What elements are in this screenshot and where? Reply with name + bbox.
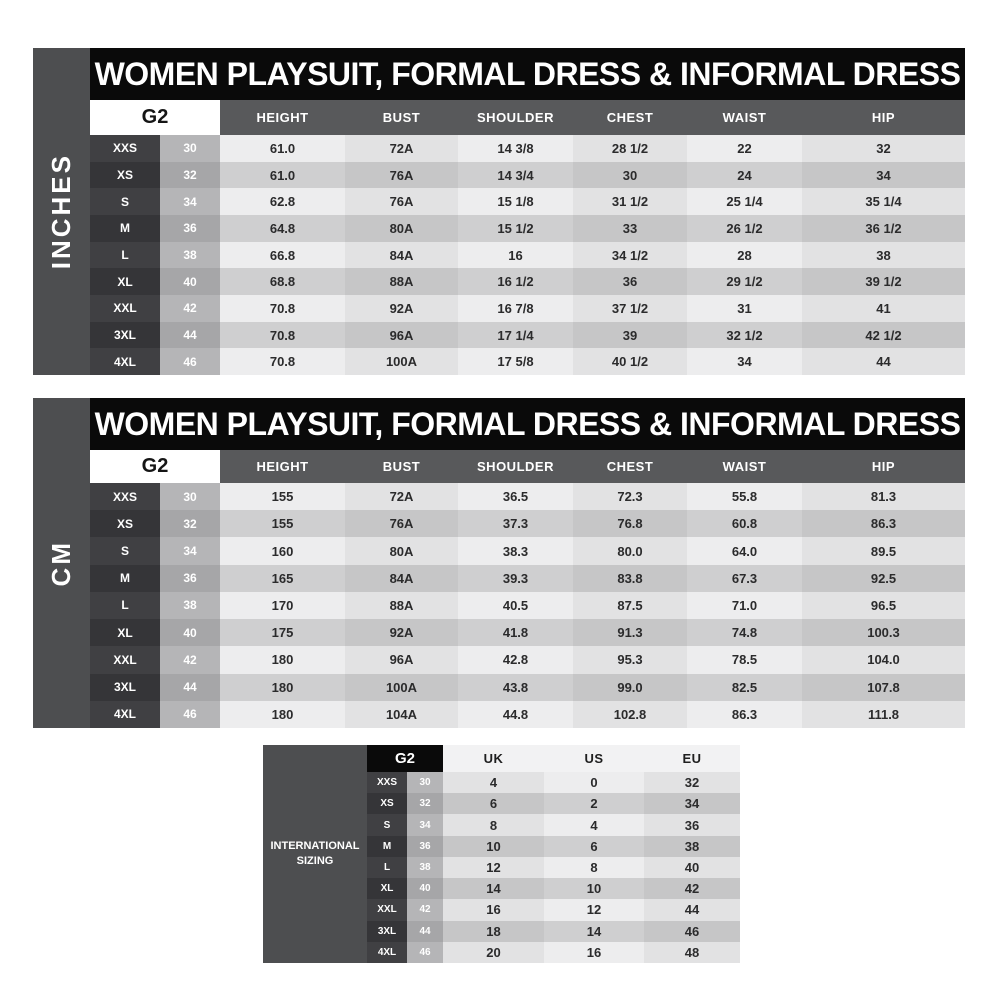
uk-value: 20: [443, 942, 544, 963]
bust-value: 104A: [345, 701, 458, 728]
header-row: [90, 100, 965, 135]
chest-value: 28 1/2: [573, 135, 687, 162]
uk-value: 8: [443, 814, 544, 835]
unit-label-cm: CM: [46, 539, 76, 587]
bust-value: 88A: [345, 268, 458, 295]
bust-value: 100A: [345, 348, 458, 375]
column-header-bust: BUST: [345, 450, 458, 483]
size-row-4xl: [367, 942, 740, 963]
hip-value: 104.0: [802, 646, 965, 673]
shoulder-value: 36.5: [458, 483, 573, 510]
column-header-shoulder: SHOULDER: [458, 450, 573, 483]
height-value: 64.8: [220, 215, 345, 242]
waist-value: 29 1/2: [687, 268, 802, 295]
size-label: 4XL: [90, 348, 160, 375]
us-value: 12: [544, 899, 644, 920]
hip-value: 32: [802, 135, 965, 162]
g2-size-number: 42: [160, 646, 220, 673]
size-label: XXS: [90, 483, 160, 510]
chest-value: 31 1/2: [573, 188, 687, 215]
international-sizing-table: [263, 745, 740, 963]
waist-value: 74.8: [687, 619, 802, 646]
shoulder-value: 39.3: [458, 565, 573, 592]
shoulder-value: 17 5/8: [458, 348, 573, 375]
waist-value: 25 1/4: [687, 188, 802, 215]
chest-value: 83.8: [573, 565, 687, 592]
waist-value: 34: [687, 348, 802, 375]
hip-value: 38: [802, 242, 965, 269]
height-value: 170: [220, 592, 345, 619]
size-table-inches: [33, 48, 965, 375]
size-row-l: [90, 242, 965, 269]
waist-value: 26 1/2: [687, 215, 802, 242]
size-table-cm: [33, 398, 965, 728]
table-rows: [367, 772, 740, 963]
size-group-header: G2: [90, 450, 220, 483]
waist-value: 22: [687, 135, 802, 162]
size-group-header: G2: [367, 745, 443, 772]
chest-value: 80.0: [573, 537, 687, 564]
size-row-xxs: [90, 135, 965, 162]
shoulder-value: 15 1/2: [458, 215, 573, 242]
g2-size-number: 44: [160, 674, 220, 701]
g2-size-number: 46: [160, 701, 220, 728]
g2-size-number: 36: [160, 215, 220, 242]
header-row: [367, 745, 740, 772]
bust-value: 76A: [345, 188, 458, 215]
us-value: 16: [544, 942, 644, 963]
size-label: XXL: [90, 646, 160, 673]
size-row-xs: [90, 162, 965, 189]
column-header-height: HEIGHT: [220, 100, 345, 135]
bust-value: 92A: [345, 619, 458, 646]
g2-size-number: 40: [160, 268, 220, 295]
size-row-3xl: [367, 921, 740, 942]
table-rows: [90, 483, 965, 728]
g2-size-number: 30: [407, 772, 443, 793]
size-row-s: [90, 537, 965, 564]
size-label: S: [367, 814, 407, 835]
unit-label-inches: INCHES: [46, 153, 76, 270]
hip-value: 44: [802, 348, 965, 375]
g2-size-number: 32: [160, 162, 220, 189]
size-row-xxs: [367, 772, 740, 793]
size-row-s: [90, 188, 965, 215]
height-value: 70.8: [220, 348, 345, 375]
size-label: L: [90, 242, 160, 269]
waist-value: 71.0: [687, 592, 802, 619]
waist-value: 78.5: [687, 646, 802, 673]
hip-value: 89.5: [802, 537, 965, 564]
hip-value: 41: [802, 295, 965, 322]
g2-size-number: 44: [160, 322, 220, 349]
size-row-m: [90, 215, 965, 242]
g2-size-number: 34: [407, 814, 443, 835]
column-header-chest: CHEST: [573, 100, 687, 135]
size-label: XXS: [367, 772, 407, 793]
hip-value: 42 1/2: [802, 322, 965, 349]
height-value: 61.0: [220, 162, 345, 189]
shoulder-value: 14 3/8: [458, 135, 573, 162]
size-label: XXS: [90, 135, 160, 162]
chest-value: 30: [573, 162, 687, 189]
waist-value: 28: [687, 242, 802, 269]
size-row-xxl: [90, 646, 965, 673]
eu-value: 42: [644, 878, 740, 899]
uk-value: 16: [443, 899, 544, 920]
shoulder-value: 15 1/8: [458, 188, 573, 215]
eu-value: 38: [644, 836, 740, 857]
shoulder-value: 16 1/2: [458, 268, 573, 295]
height-value: 165: [220, 565, 345, 592]
hip-value: 35 1/4: [802, 188, 965, 215]
eu-value: 40: [644, 857, 740, 878]
size-label: M: [367, 836, 407, 857]
column-headers: [443, 745, 740, 772]
shoulder-value: 43.8: [458, 674, 573, 701]
size-row-xl: [90, 268, 965, 295]
size-group-header: G2: [90, 100, 220, 135]
bust-value: 72A: [345, 483, 458, 510]
column-header-chest: CHEST: [573, 450, 687, 483]
size-row-xxl: [367, 899, 740, 920]
chest-value: 95.3: [573, 646, 687, 673]
shoulder-value: 41.8: [458, 619, 573, 646]
bust-value: 96A: [345, 322, 458, 349]
g2-size-number: 34: [160, 537, 220, 564]
column-headers: [220, 450, 965, 483]
chest-value: 102.8: [573, 701, 687, 728]
column-header-waist: WAIST: [687, 450, 802, 483]
size-row-l: [90, 592, 965, 619]
uk-value: 6: [443, 793, 544, 814]
size-row-xs: [90, 510, 965, 537]
hip-value: 96.5: [802, 592, 965, 619]
bust-value: 80A: [345, 537, 458, 564]
table-rows: [90, 135, 965, 375]
hip-value: 111.8: [802, 701, 965, 728]
height-value: 155: [220, 483, 345, 510]
shoulder-value: 42.8: [458, 646, 573, 673]
hip-value: 36 1/2: [802, 215, 965, 242]
size-label: 3XL: [367, 921, 407, 942]
size-label: L: [367, 857, 407, 878]
shoulder-value: 14 3/4: [458, 162, 573, 189]
size-label: 4XL: [90, 701, 160, 728]
size-label: XS: [90, 162, 160, 189]
g2-size-number: 38: [407, 857, 443, 878]
g2-size-number: 32: [407, 793, 443, 814]
shoulder-value: 16: [458, 242, 573, 269]
size-row-xl: [90, 619, 965, 646]
column-header-uk: UK: [443, 745, 544, 772]
bust-value: 84A: [345, 242, 458, 269]
hip-value: 86.3: [802, 510, 965, 537]
height-value: 175: [220, 619, 345, 646]
uk-value: 18: [443, 921, 544, 942]
us-value: 0: [544, 772, 644, 793]
chest-value: 72.3: [573, 483, 687, 510]
height-value: 180: [220, 701, 345, 728]
height-value: 61.0: [220, 135, 345, 162]
eu-value: 44: [644, 899, 740, 920]
size-row-m: [90, 565, 965, 592]
column-header-shoulder: SHOULDER: [458, 100, 573, 135]
waist-value: 67.3: [687, 565, 802, 592]
size-label: 3XL: [90, 322, 160, 349]
bust-value: 72A: [345, 135, 458, 162]
g2-size-number: 42: [407, 899, 443, 920]
height-value: 62.8: [220, 188, 345, 215]
size-row-xxl: [90, 295, 965, 322]
g2-size-number: 46: [160, 348, 220, 375]
chest-value: 39: [573, 322, 687, 349]
eu-value: 46: [644, 921, 740, 942]
column-header-waist: WAIST: [687, 100, 802, 135]
g2-size-number: 30: [160, 483, 220, 510]
international-sizing-label: INTERNATIONAL SIZING: [263, 745, 367, 963]
g2-size-number: 36: [407, 836, 443, 857]
size-label: 3XL: [90, 674, 160, 701]
g2-size-number: 42: [160, 295, 220, 322]
size-row-l: [367, 857, 740, 878]
shoulder-value: 38.3: [458, 537, 573, 564]
g2-size-number: 36: [160, 565, 220, 592]
size-label: M: [90, 215, 160, 242]
unit-sidebar-inches: [33, 48, 90, 375]
table-title: WOMEN PLAYSUIT, FORMAL DRESS & INFORMAL DRESS: [90, 398, 965, 450]
eu-value: 32: [644, 772, 740, 793]
size-label: XS: [90, 510, 160, 537]
column-header-us: US: [544, 745, 644, 772]
height-value: 160: [220, 537, 345, 564]
shoulder-value: 17 1/4: [458, 322, 573, 349]
size-row-3xl: [90, 322, 965, 349]
bust-value: 92A: [345, 295, 458, 322]
eu-value: 36: [644, 814, 740, 835]
size-row-s: [367, 814, 740, 835]
height-value: 70.8: [220, 322, 345, 349]
us-value: 8: [544, 857, 644, 878]
g2-size-number: 38: [160, 592, 220, 619]
header-row: [90, 450, 965, 483]
g2-size-number: 46: [407, 942, 443, 963]
hip-value: 100.3: [802, 619, 965, 646]
column-header-hip: HIP: [802, 450, 965, 483]
size-row-m: [367, 836, 740, 857]
chest-value: 76.8: [573, 510, 687, 537]
us-value: 2: [544, 793, 644, 814]
waist-value: 64.0: [687, 537, 802, 564]
bust-value: 96A: [345, 646, 458, 673]
g2-size-number: 32: [160, 510, 220, 537]
us-value: 6: [544, 836, 644, 857]
size-label: S: [90, 188, 160, 215]
size-label: XL: [90, 619, 160, 646]
height-value: 180: [220, 674, 345, 701]
g2-size-number: 38: [160, 242, 220, 269]
uk-value: 4: [443, 772, 544, 793]
column-headers: [220, 100, 965, 135]
chest-value: 40 1/2: [573, 348, 687, 375]
table-body: [90, 48, 965, 375]
waist-value: 31: [687, 295, 802, 322]
hip-value: 107.8: [802, 674, 965, 701]
g2-size-number: 40: [160, 619, 220, 646]
shoulder-value: 44.8: [458, 701, 573, 728]
size-label: S: [90, 537, 160, 564]
shoulder-value: 40.5: [458, 592, 573, 619]
shoulder-value: 16 7/8: [458, 295, 573, 322]
g2-size-number: 30: [160, 135, 220, 162]
size-label: XL: [90, 268, 160, 295]
table-title: WOMEN PLAYSUIT, FORMAL DRESS & INFORMAL DRESS: [90, 48, 965, 100]
hip-value: 39 1/2: [802, 268, 965, 295]
column-header-bust: BUST: [345, 100, 458, 135]
waist-value: 86.3: [687, 701, 802, 728]
us-value: 10: [544, 878, 644, 899]
bust-value: 80A: [345, 215, 458, 242]
bust-value: 88A: [345, 592, 458, 619]
us-value: 4: [544, 814, 644, 835]
uk-value: 10: [443, 836, 544, 857]
size-label: M: [90, 565, 160, 592]
waist-value: 82.5: [687, 674, 802, 701]
hip-value: 34: [802, 162, 965, 189]
size-label: 4XL: [367, 942, 407, 963]
size-label: XXL: [367, 899, 407, 920]
chest-value: 37 1/2: [573, 295, 687, 322]
size-label: XXL: [90, 295, 160, 322]
table-body: [90, 398, 965, 728]
height-value: 155: [220, 510, 345, 537]
column-header-height: HEIGHT: [220, 450, 345, 483]
uk-value: 14: [443, 878, 544, 899]
us-value: 14: [544, 921, 644, 942]
column-header-eu: EU: [644, 745, 740, 772]
unit-sidebar-cm: [33, 398, 90, 728]
chest-value: 36: [573, 268, 687, 295]
bust-value: 76A: [345, 162, 458, 189]
size-label: L: [90, 592, 160, 619]
height-value: 70.8: [220, 295, 345, 322]
chest-value: 87.5: [573, 592, 687, 619]
height-value: 66.8: [220, 242, 345, 269]
column-header-hip: HIP: [802, 100, 965, 135]
size-row-xs: [367, 793, 740, 814]
height-value: 68.8: [220, 268, 345, 295]
uk-value: 12: [443, 857, 544, 878]
shoulder-value: 37.3: [458, 510, 573, 537]
size-label: XL: [367, 878, 407, 899]
chest-value: 99.0: [573, 674, 687, 701]
waist-value: 32 1/2: [687, 322, 802, 349]
chest-value: 91.3: [573, 619, 687, 646]
waist-value: 55.8: [687, 483, 802, 510]
size-row-4xl: [90, 348, 965, 375]
g2-size-number: 40: [407, 878, 443, 899]
size-row-xl: [367, 878, 740, 899]
bust-value: 76A: [345, 510, 458, 537]
size-row-4xl: [90, 701, 965, 728]
size-label: XS: [367, 793, 407, 814]
bust-value: 100A: [345, 674, 458, 701]
table-body: [367, 745, 740, 963]
chest-value: 34 1/2: [573, 242, 687, 269]
waist-value: 60.8: [687, 510, 802, 537]
g2-size-number: 44: [407, 921, 443, 942]
size-row-xxs: [90, 483, 965, 510]
hip-value: 81.3: [802, 483, 965, 510]
chest-value: 33: [573, 215, 687, 242]
g2-size-number: 34: [160, 188, 220, 215]
eu-value: 48: [644, 942, 740, 963]
waist-value: 24: [687, 162, 802, 189]
size-row-3xl: [90, 674, 965, 701]
eu-value: 34: [644, 793, 740, 814]
bust-value: 84A: [345, 565, 458, 592]
hip-value: 92.5: [802, 565, 965, 592]
height-value: 180: [220, 646, 345, 673]
